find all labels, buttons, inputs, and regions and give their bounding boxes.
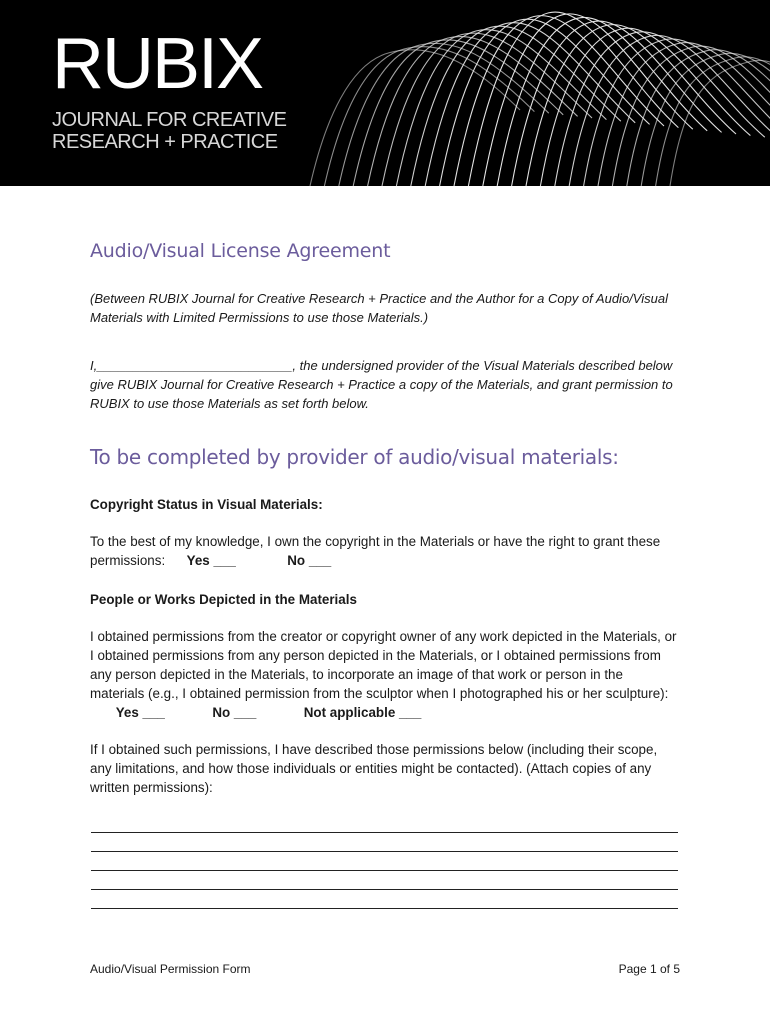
header-banner — [0, 0, 770, 186]
answer-line[interactable] — [91, 832, 678, 833]
wave-line — [468, 12, 678, 186]
copyright-yes-field[interactable]: Yes ___ — [186, 553, 236, 568]
logo-subtitle-line2: RESEARCH + PRACTICE — [52, 131, 278, 153]
answer-line[interactable] — [91, 908, 678, 909]
copyright-paragraph — [90, 532, 680, 570]
copyright-heading: Copyright Status in Visual Materials: — [90, 497, 323, 512]
wave-line — [483, 14, 693, 186]
answer-line[interactable] — [91, 851, 678, 852]
footer-form-name: Audio/Visual Permission Form — [90, 962, 251, 976]
wave-line — [598, 42, 770, 186]
copyright-no-field[interactable]: No ___ — [287, 553, 332, 568]
copyright-text: To the best of my knowledge, I own the copyright in the Materials or have the right to grant these permissions: — [90, 534, 661, 568]
wave-line — [612, 46, 770, 186]
people-not-applicable-field[interactable]: Not applicable ___ — [303, 705, 422, 720]
people-text: I obtained permissions from the creator or copyright owner of any work depicted in the Materials, or I obtained permissions from any person depicted in the Materials, or I obtained permissions from any person depicted in the Materials, to incorporate an image of that work or person in the materials (e.g., I obtained permission from the sculptor when I photographed his or her sculpture): — [90, 629, 677, 701]
answer-line[interactable] — [91, 870, 678, 871]
permissions-description-paragraph: If I obtained such permissions, I have described those permissions below (including their scope, any limitations, and how those individuals or entities might be contacted). (Attach copies of any written permissions): — [90, 742, 658, 795]
logo-subtitle-line1: JOURNAL FOR CREATIVE — [52, 109, 287, 131]
document-title: Audio/Visual License Agreement — [90, 240, 391, 262]
wave-line — [627, 50, 770, 186]
logo-wordmark: RUBIX — [52, 24, 263, 104]
people-paragraph — [90, 627, 680, 722]
provider-statement: I,___________________________, the undersigned provider of the Visual Materials described below give RUBIX Journal for Creative Research + Practice a copy of the Materials, and grant permission to RUBIX to use those Materials as set forth below. — [90, 358, 673, 411]
people-no-field[interactable]: No ___ — [212, 705, 257, 720]
people-yes-field[interactable]: Yes ___ — [115, 705, 165, 720]
answer-line[interactable] — [91, 889, 678, 890]
people-heading: People or Works Depicted in the Materials — [90, 592, 357, 607]
footer-page-number: Page 1 of 5 — [618, 962, 680, 976]
intro-paragraph: (Between RUBIX Journal for Creative Research + Practice and the Author for a Copy of Audio/Visual Materials with Limited Permissions to use those Materials.) — [90, 291, 668, 325]
wave-line — [454, 16, 664, 186]
section-heading: To be completed by provider of audio/visual materials: — [90, 445, 619, 469]
